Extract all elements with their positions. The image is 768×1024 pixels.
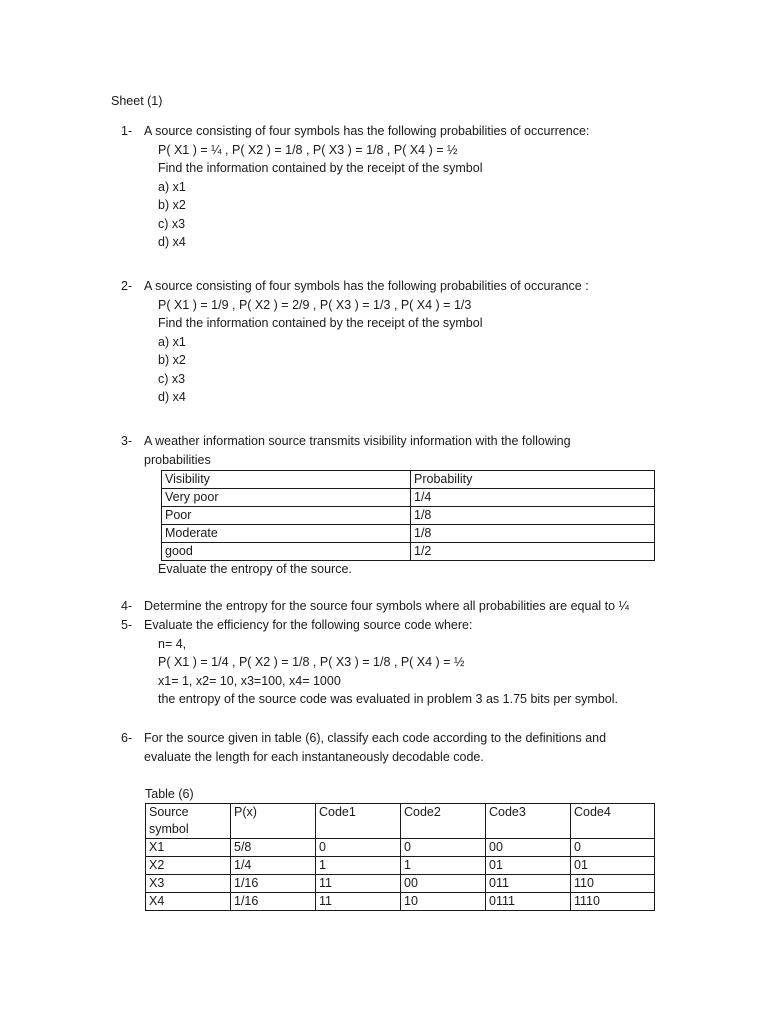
- table-cell: X1: [146, 839, 231, 857]
- list-item: b) x2: [158, 198, 186, 212]
- question-number: 1-: [121, 124, 133, 138]
- entropy-note-line: the entropy of the source code was evaluated in problem 3 as 1.75 bits per symbol.: [158, 692, 618, 706]
- table-row: [162, 489, 655, 507]
- table-row: [146, 857, 655, 875]
- table-cell: Moderate: [162, 525, 411, 543]
- probabilities-line: P( X1 ) = 1/9 , P( X2 ) = 2/9 , P( X3 ) = 1/3 , P( X4 ) = 1/3: [158, 297, 472, 312]
- table-row: [162, 543, 655, 561]
- table-header-cell: Code2: [401, 804, 486, 839]
- table-cell: 00: [486, 839, 571, 857]
- table-cell: 1/2: [411, 543, 655, 561]
- table-cell: 0111: [486, 893, 571, 911]
- table-cell: 1110: [571, 893, 655, 911]
- question-text: A weather information source transmits visibility information with the following: [144, 434, 571, 448]
- question-5: [121, 616, 721, 709]
- probabilities-line: P( X1 ) = ¼ , P( X2 ) = 1/8 , P( X3 ) = 1/8 , P( X4 ) = ½: [158, 142, 458, 157]
- list-item: d) x4: [158, 390, 186, 404]
- list-item: a) x1: [158, 179, 186, 194]
- table-caption: Table (6): [145, 787, 194, 801]
- table-header-cell: Code3: [486, 804, 571, 839]
- sheet-title: Sheet (1): [111, 94, 163, 108]
- question-number: 5-: [121, 618, 133, 632]
- question-text: evaluate the length for each instantaneously decodable code.: [144, 749, 484, 764]
- question-text: A source consisting of four symbols has the following probabilities of occurance :: [144, 279, 589, 293]
- code-assignment-line: x1= 1, x2= 10, x3=100, x4= 1000: [158, 673, 341, 688]
- table-header-row: [162, 471, 655, 489]
- question-text: Determine the entropy for the source four symbols where all probabilities are equal to ¼: [144, 599, 629, 613]
- question-number: 2-: [121, 279, 133, 293]
- table-cell: 1/8: [411, 525, 655, 543]
- table-row: [162, 507, 655, 525]
- list-item: c) x3: [158, 216, 186, 231]
- table-cell: 11: [316, 875, 401, 893]
- question-text: Evaluate the efficiency for the following source code where:: [144, 618, 473, 632]
- table-cell: X4: [146, 893, 231, 911]
- table-header-cell: Code1: [316, 804, 401, 839]
- table-cell: 0: [401, 839, 486, 857]
- table-cell: Poor: [162, 507, 411, 525]
- table-header-cell: Source symbol: [146, 804, 231, 839]
- q3-after-text: Evaluate the entropy of the source.: [158, 562, 352, 576]
- table-cell: 011: [486, 875, 571, 893]
- table-cell: 10: [401, 893, 486, 911]
- table-row: [146, 875, 655, 893]
- list-item: c) x3: [158, 371, 186, 386]
- table-cell: 1/4: [411, 489, 655, 507]
- table-cell: 01: [571, 857, 655, 875]
- question-number: 4-: [121, 599, 133, 613]
- table-cell: 1: [401, 857, 486, 875]
- question-3: [121, 432, 681, 469]
- question-2: [121, 277, 681, 407]
- question-4: [121, 597, 721, 616]
- question-text: For the source given in table (6), classify each code according to the definitions and: [144, 731, 607, 745]
- table-header-cell: Code4: [571, 804, 655, 839]
- table-row: [146, 893, 655, 911]
- list-item: d) x4: [158, 235, 186, 249]
- question-6: [121, 729, 721, 766]
- table-cell: 11: [316, 893, 401, 911]
- table-header-cell: Probability: [411, 471, 655, 489]
- table-header-cell: Visibility: [162, 471, 411, 489]
- table-cell: good: [162, 543, 411, 561]
- table-cell: 110: [571, 875, 655, 893]
- table-header-row: [146, 804, 655, 839]
- list-item: a) x1: [158, 334, 186, 349]
- table-cell: 0: [571, 839, 655, 857]
- visibility-table: [161, 470, 655, 561]
- question-number: 6-: [121, 731, 133, 745]
- table-cell: 01: [486, 857, 571, 875]
- table-row: [162, 525, 655, 543]
- find-line: Find the information contained by the receipt of the symbol: [158, 161, 483, 175]
- table-cell: 1/8: [411, 507, 655, 525]
- table-cell: 1/16: [231, 875, 316, 893]
- n-line: n= 4,: [158, 636, 187, 651]
- table-cell: 1/4: [231, 857, 316, 875]
- table-cell: X3: [146, 875, 231, 893]
- table-cell: 1: [316, 857, 401, 875]
- code-table: [145, 803, 655, 911]
- table-cell: 1/16: [231, 893, 316, 911]
- question-text: probabilities: [144, 452, 211, 467]
- table-header-cell: P(x): [231, 804, 316, 839]
- table-row: [146, 839, 655, 857]
- table-cell: X2: [146, 857, 231, 875]
- table-cell: 0: [316, 839, 401, 857]
- table-cell: 00: [401, 875, 486, 893]
- table-cell: Very poor: [162, 489, 411, 507]
- question-text: A source consisting of four symbols has the following probabilities of occurrence:: [144, 124, 590, 138]
- find-line: Find the information contained by the receipt of the symbol: [158, 316, 483, 330]
- probabilities-line: P( X1 ) = 1/4 , P( X2 ) = 1/8 , P( X3 ) = 1/8 , P( X4 ) = ½: [158, 655, 465, 669]
- question-1: [121, 122, 681, 252]
- list-item: b) x2: [158, 353, 186, 367]
- table-cell: 5/8: [231, 839, 316, 857]
- question-number: 3-: [121, 434, 133, 448]
